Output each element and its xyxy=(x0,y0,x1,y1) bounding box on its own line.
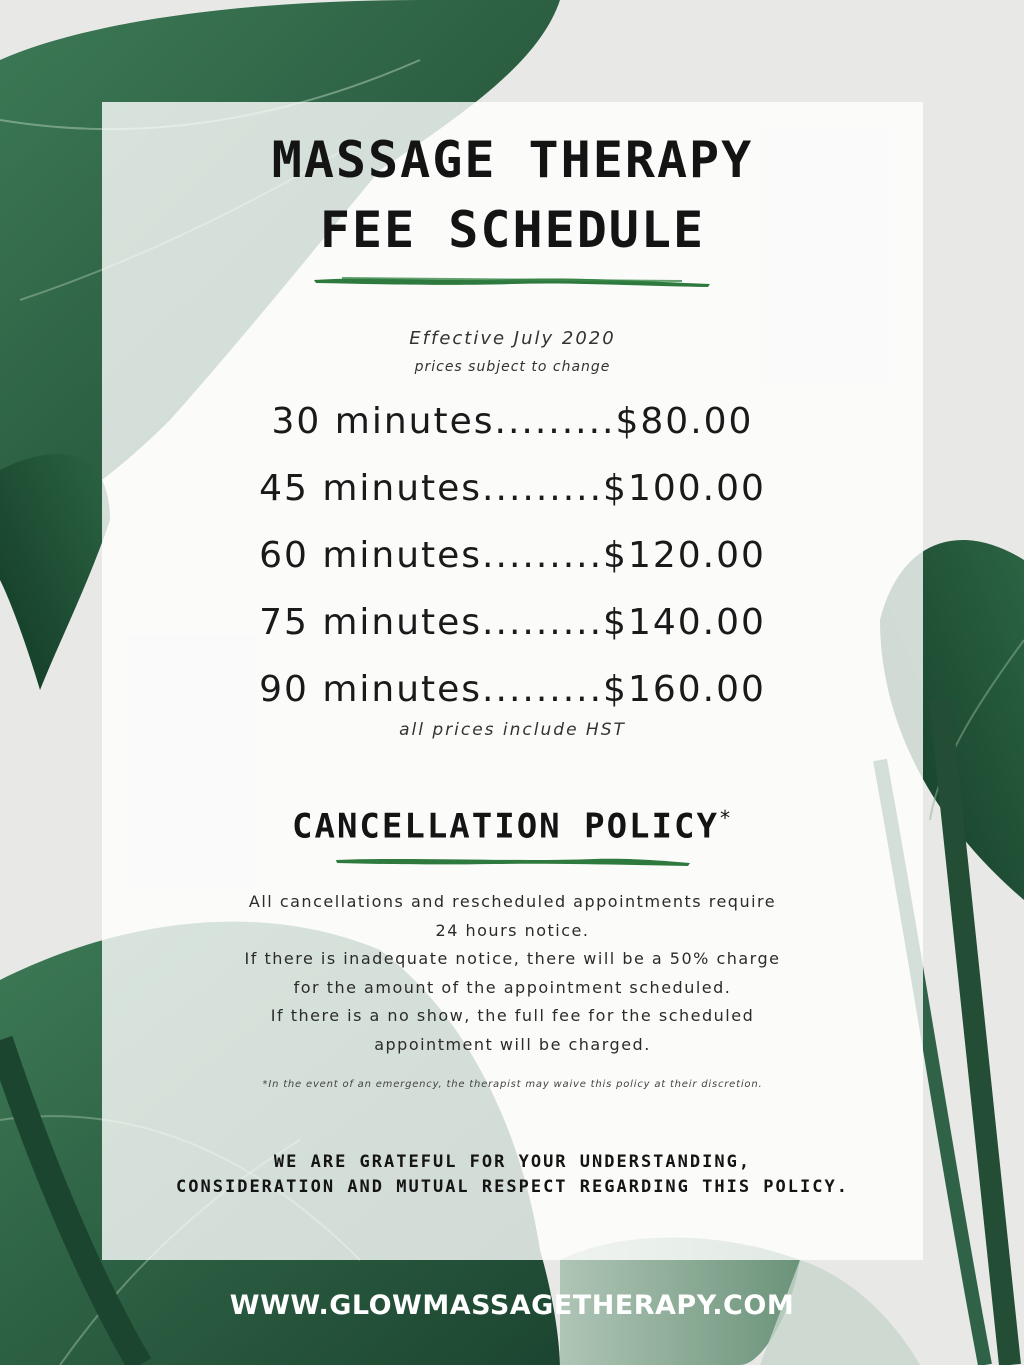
policy-heading-text: CANCELLATION POLICY xyxy=(292,806,719,847)
prices-subject-note: prices subject to change xyxy=(414,359,611,375)
title-line-2: FEE SCHEDULE xyxy=(319,201,706,259)
policy-line-2: 24 hours notice. xyxy=(435,920,590,940)
website-link[interactable]: WWW.GLOWMASSAGETHERAPY.COM xyxy=(229,1290,795,1321)
thanks-message xyxy=(102,1150,923,1200)
emergency-footnote: *In the event of an emergency, the therapist may waive this policy at their discretion. xyxy=(262,1079,763,1090)
policy-asterisk: * xyxy=(718,806,733,830)
price-row-75: 75 minutes.........$140.00 xyxy=(259,602,766,643)
title-line-1: MASSAGE THERAPY xyxy=(271,131,754,189)
price-row-60: 60 minutes.........$120.00 xyxy=(259,535,766,576)
price-row-90: 90 minutes.........$160.00 xyxy=(259,669,766,710)
thanks-line-2: CONSIDERATION AND MUTUAL RESPECT REGARDING THIS POLICY. xyxy=(176,1177,849,1197)
policy-line-6: appointment will be charged. xyxy=(374,1034,651,1054)
policy-line-1: All cancellations and rescheduled appointments require xyxy=(248,892,777,911)
hst-note: all prices include HST xyxy=(399,720,626,740)
policy-line-5: If there is a no show, the full fee for the scheduled xyxy=(270,1006,755,1026)
policy-line-4: for the amount of the appointment scheduled. xyxy=(293,977,732,997)
price-row-45: 45 minutes.........$100.00 xyxy=(259,468,766,509)
cancellation-policy-heading xyxy=(102,806,923,846)
policy-line-3: If there is inadequate notice, there will be a 50% charge xyxy=(244,949,781,969)
title-brush-underline xyxy=(312,272,712,292)
policy-brush-underline xyxy=(334,854,692,870)
price-row-30: 30 minutes.........$80.00 xyxy=(271,401,754,442)
fee-schedule-card xyxy=(102,102,923,1260)
thanks-line-1: WE ARE GRATEFUL FOR YOUR UNDERSTANDING, xyxy=(273,1152,752,1172)
effective-date: Effective July 2020 xyxy=(409,328,616,349)
policy-text xyxy=(102,888,923,1060)
